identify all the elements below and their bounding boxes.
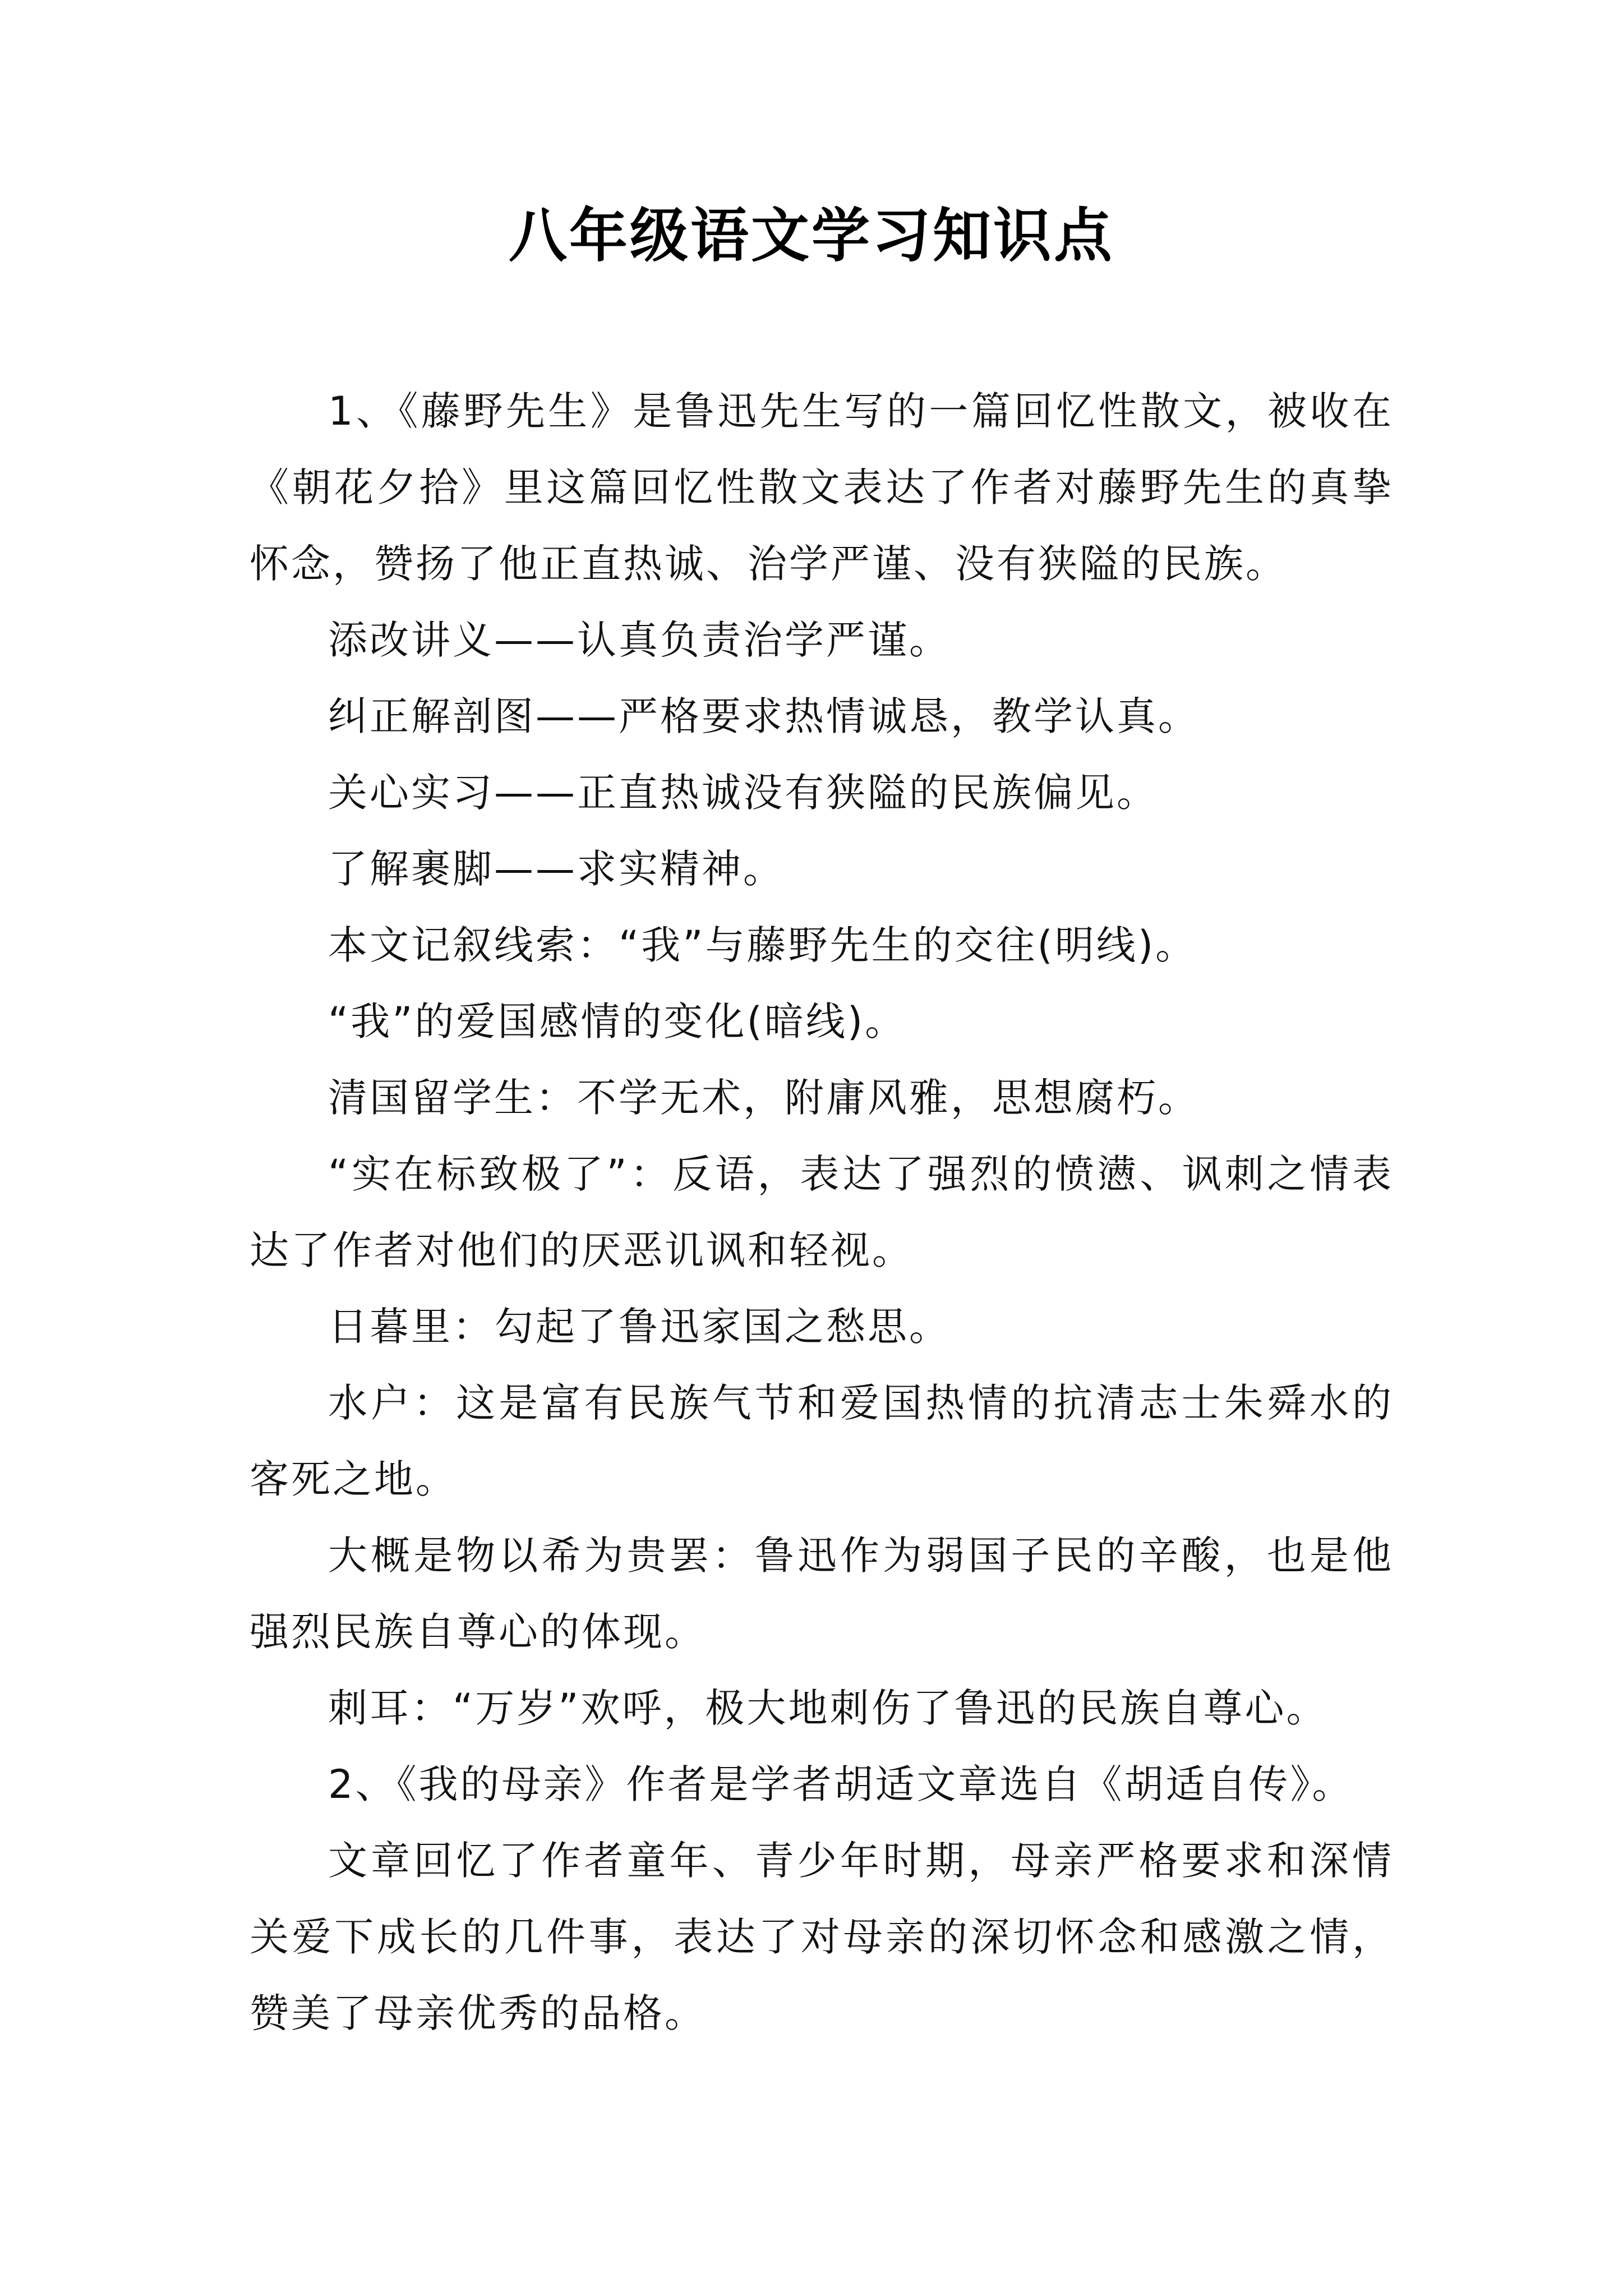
document-title: 八年级语文学习知识点 xyxy=(508,201,1114,270)
paragraph-harsh: 刺耳：“万岁”欢呼，极大地刺伤了鲁迅的民族自尊心。 xyxy=(328,1685,1328,1731)
paragraph-correct-diagram: 纠正解剖图——严格要求热情诚恳，教学认真。 xyxy=(328,693,1200,739)
paragraph-tengye-intro: 1、《藤野先生》是鲁迅先生写的一篇回忆性散文，被收在《朝花夕拾》里这篇回忆性散文表达了作者对藤野先生的真挚怀念，赞扬了他正直热诚、治学严谨、没有狭隘的民族。 xyxy=(250,388,1394,587)
paragraph-nippori: 日暮里：勾起了鲁迅家国之愁思。 xyxy=(328,1304,951,1350)
paragraph-hidden-clue: “我”的爱国感情的变化(暗线)。 xyxy=(328,999,907,1045)
paragraph-care-practice: 关心实习——正直热诚没有狭隘的民族偏见。 xyxy=(328,770,1158,816)
paragraph-my-mother: 2、《我的母亲》作者是学者胡适文章选自《胡适自传》。 xyxy=(328,1761,1354,1807)
paragraph-mito: 水户：这是富有民族气节和爱国热情的抗清志士朱舜水的客死之地。 xyxy=(250,1380,1394,1502)
paragraph-revise-notes: 添改讲义——认真负责治学严谨。 xyxy=(328,617,951,663)
paragraph-footbinding: 了解裹脚——求实精神。 xyxy=(328,846,785,892)
paragraph-rarity: 大概是物以希为贵罢：鲁迅作为弱国子民的辛酸，也是他强烈民族自尊心的体现。 xyxy=(250,1533,1394,1655)
paragraph-irony: “实在标致极了”：反语，表达了强烈的愤懑、讽刺之情表达了作者对他们的厌恶讥讽和轻视。 xyxy=(250,1151,1394,1273)
paragraph-qing-students: 清国留学生：不学无术，附庸风雅，思想腐朽。 xyxy=(328,1075,1200,1121)
paragraph-narrative-clue: 本文记叙线索：“我”与藤野先生的交往(明线)。 xyxy=(328,922,1197,968)
paragraph-mother-summary: 文章回忆了作者童年、青少年时期，母亲严格要求和深情关爱下成长的几件事，表达了对母亲的深切怀念和感激之情，赞美了母亲优秀的品格。 xyxy=(250,1838,1394,2036)
document-body xyxy=(250,373,1394,2051)
